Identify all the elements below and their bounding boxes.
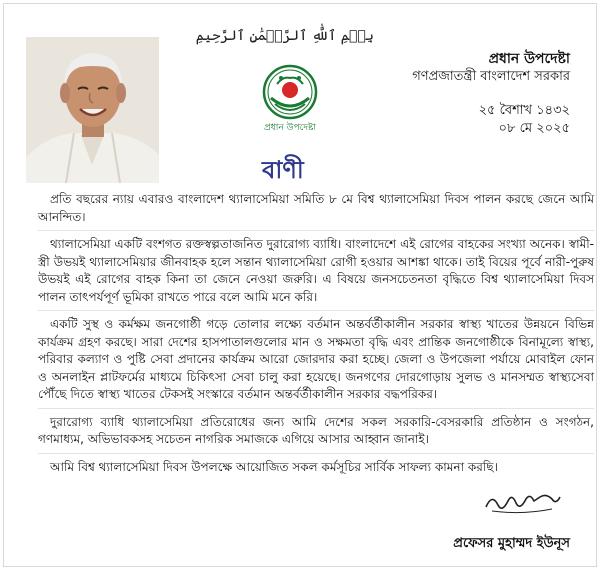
signature — [482, 487, 562, 517]
portrait-photo — [26, 37, 159, 183]
message-document — [3, 3, 597, 567]
office-header — [412, 50, 570, 86]
paragraph-1: প্রতি বছরের ন্যায় এবারও বাংলাদেশ থ্যালাসেমিয়া সমিতি ৮ মে বিশ্ব থ্যালাসেমিয়া দিবস পালন করছে জেনে আমি আনন্দিত। — [38, 191, 594, 231]
signer-name: প্রফেসর মুহাম্মদ ইউনূস — [453, 536, 570, 551]
office-title: প্রধান উপদেষ্টা — [488, 51, 570, 67]
paragraph-5: আমি বিশ্ব থ্যালাসেমিয়া দিবস উপলক্ষে আয়োজিত সকল কর্মসূচির সার্বিক সাফল্য কামনা করছি। — [50, 459, 498, 474]
date-bangla: ২৫ বৈশাখ ১৪৩২ — [478, 103, 570, 118]
page-title: বাণী — [262, 156, 304, 184]
emblem-icon — [257, 64, 323, 120]
date-gregorian: ০৮ মে ২০২৫ — [498, 121, 570, 136]
paragraph-2: থ্যালাসেমিয়া একটি বংশগত রক্তস্বল্পতাজনিত দুরারোগ্য ব্যাধি। বাংলাদেশে এই রোগের বাহকের সংখ্যা অনেক। স্বামী-স্ত্রী উভয়ই থ্যালাসেমিয়ার জীনবাহক হলে সন্তান থ্যালাসেমিয়া রোগী হওয়ার আশঙ্কা থাকে। তাই বিয়ের পূর্বে নারী-পুরুষ উভয়ই এই রোগের বাহক কিনা তা জেনে নেওয়া জরুরি। এ বিষয়ে জনসচেতনতা বৃদ্ধিতে বিশ্ব থ্যালাসেমিয়া দিবস পালন তাৎপর্যপূর্ণ ভূমিকা রাখতে পারে বলে আমি মনে করি। — [38, 236, 594, 311]
paragraph-4: দুরারোগ্য ব্যাধি থ্যালাসেমিয়া প্রতিরোধের জন্য আমি দেশের সকল সরকারি-বেসরকারি প্রতিষ্ঠান ও সংগঠন, গণমাধ্যম, অভিভাবকসহ সচেতন নাগরিক সমাজকে এগিয়ে আসার আহ্বান জানাই। — [38, 414, 594, 454]
chief-adviser-emblem — [257, 64, 323, 138]
signature-icon — [482, 487, 562, 517]
office-subtitle: গণপ্রজাতন্ত্রী বাংলাদেশ সরকার — [412, 69, 570, 84]
emblem-caption: প্রধান উপদেষ্টা — [263, 123, 317, 133]
date-block — [479, 102, 570, 138]
message-body — [38, 191, 594, 485]
paragraph-3: একটি সুস্থ ও কর্মক্ষম জনগোষ্ঠী গড়ে তোলার লক্ষ্যে বর্তমান অন্তর্বর্তীকালীন সরকার স্বাস্থ্য খাতের উন্নয়নে বিভিন্ন কার্যক্রম গ্রহণ করছে। সারা দেশের হাসপাতালগুলোর মান ও সক্ষমতা বৃদ্ধি এবং প্রান্তিক জনগোষ্ঠীকে বিনামূল্যে স্বাস্থ্য, পরিবার কল্যাণ ও পুষ্টি সেবা প্রদানের কার্যক্রম আরো জোরদার করা হচ্ছে। জেলা ও উপজেলা পর্যায়ে মোবাইল ফোন ও অনলাইন প্লাটফর্মের মাধ্যমে চিকিৎসা সেবা চালু করা হয়েছে। জনগণের দোরগোড়ায় সুলভ ও মানসম্মত স্বাস্থ্যসেবা পৌঁছে দিতে স্বাস্থ্য খাতের টেকসই সংস্কারে বর্তমান অন্তর্বর্তীকালীন সরকার বদ্ধপরিকর। — [38, 316, 594, 409]
bismillah-calligraphy: بِسۡمِ ٱللَّٰهِ ٱلرَّحۡمَٰنِ ٱلرَّحِيمِ — [195, 28, 374, 44]
